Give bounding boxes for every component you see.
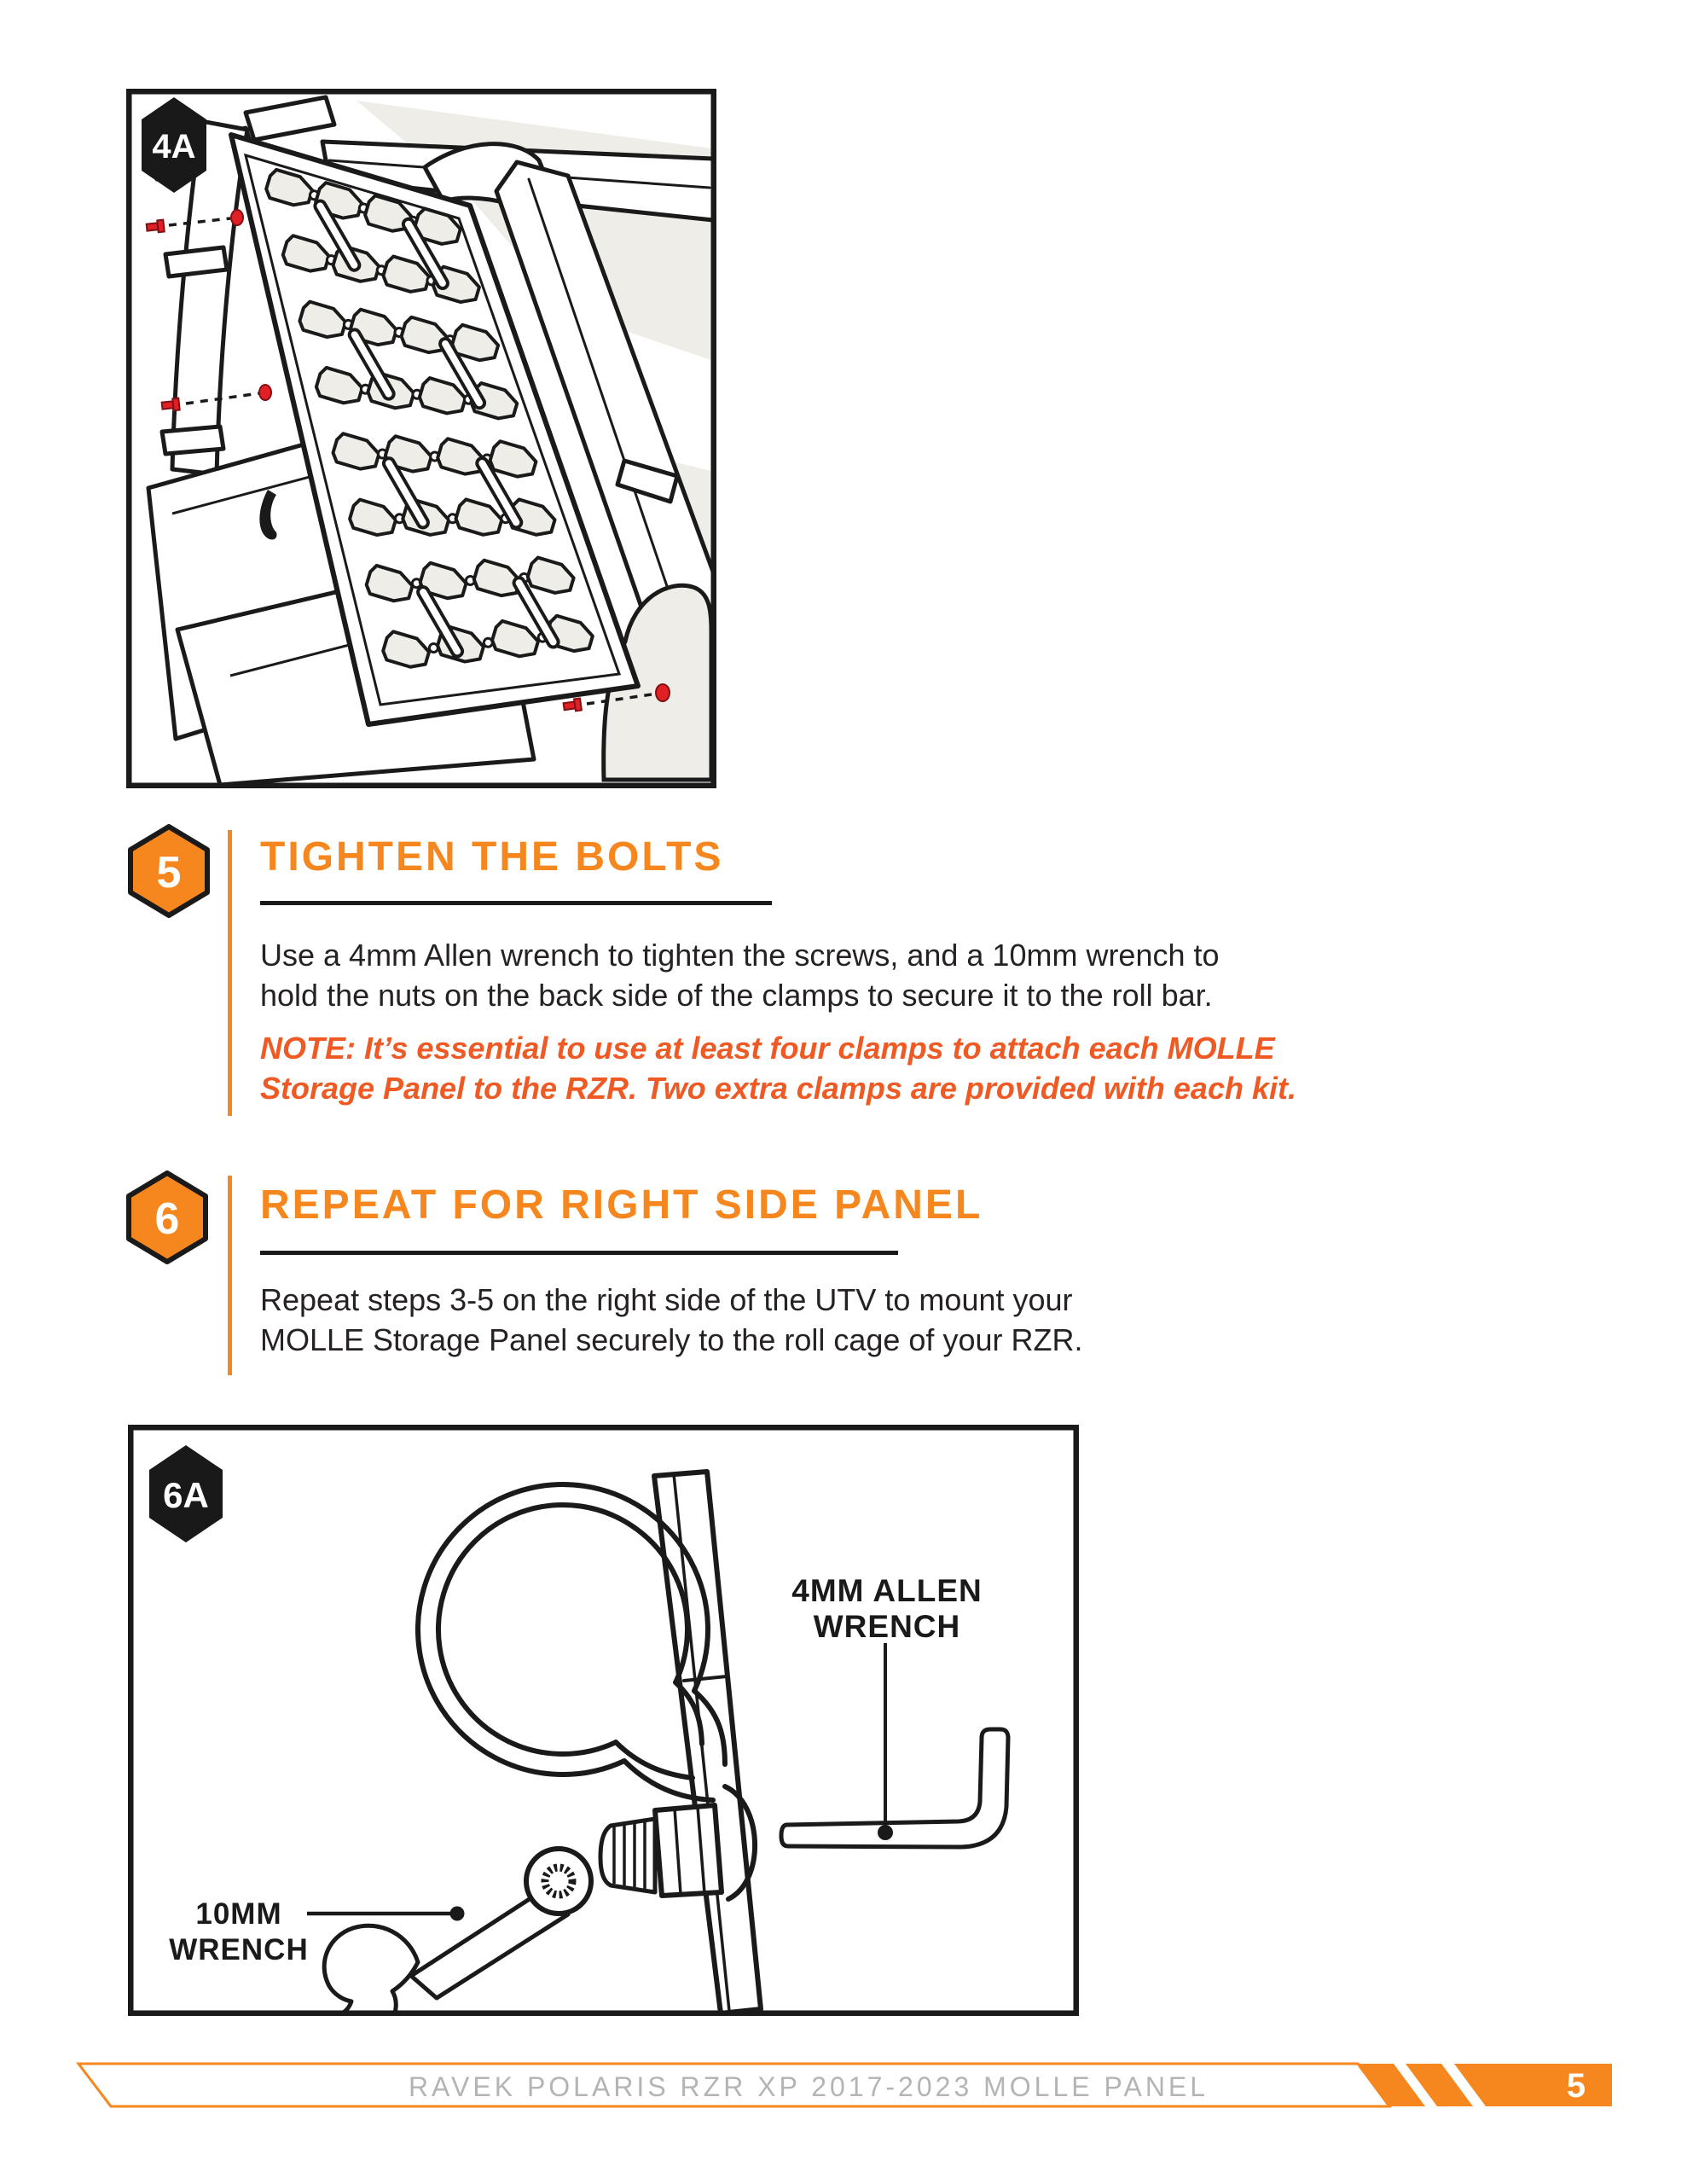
step-5-body-line: Use a 4mm Allen wrench to tighten the screws, and a 10mm wrench to	[260, 938, 1220, 973]
step-5-rule	[228, 830, 232, 1116]
figure-4a-badge-label: 4A	[152, 128, 196, 166]
step-5-body-line: hold the nuts on the back side of the clamps to secure it to the roll bar.	[260, 978, 1213, 1013]
allen-leader-dot	[878, 1825, 893, 1840]
figure-6a-illustration	[128, 1425, 1079, 2016]
step-6-body-line: MOLLE Storage Panel securely to the roll cage of your RZR.	[260, 1322, 1083, 1357]
step-5-title-underline	[260, 901, 772, 905]
allen-wrench-label-line2: WRENCH	[813, 1609, 961, 1644]
step-5-body	[260, 935, 1220, 1015]
hex-nut	[655, 1805, 722, 1896]
step-6-rule	[228, 1176, 232, 1375]
figure-4a	[126, 89, 716, 788]
step-5-note-line: NOTE: It’s essential to use at least four clamps to attach each MOLLE	[260, 1031, 1275, 1066]
wrench-leader-dot	[450, 1907, 465, 1921]
step-6-title: REPEAT FOR RIGHT SIDE PANEL	[260, 1182, 983, 1228]
step-5-note	[260, 1028, 1296, 1108]
screw-hole-marker	[231, 210, 243, 225]
clamp-band-upper	[165, 247, 227, 276]
step-5-number: 5	[156, 848, 182, 897]
step-5-badge	[126, 824, 212, 922]
step-6-badge	[125, 1170, 210, 1269]
screw-hole-marker	[656, 684, 670, 701]
step-6-title-underline	[260, 1251, 898, 1255]
allen-wrench-label-line1: 4MM ALLEN	[791, 1573, 983, 1608]
footer-title: RAVEK POLARIS RZR XP 2017-2023 MOLLE PANEL	[408, 2071, 1209, 2102]
figure-6a	[128, 1425, 1079, 2016]
page-footer	[0, 2061, 1687, 2113]
page-number-block	[1454, 2064, 1612, 2106]
step-5-title: TIGHTEN THE BOLTS	[260, 834, 724, 880]
step-5-note-line: Storage Panel to the RZR. Two extra clamps are provided with each kit.	[260, 1071, 1296, 1106]
step-6-number: 6	[154, 1194, 180, 1244]
screw-hole-marker	[259, 385, 271, 400]
figure-4a-illustration	[126, 89, 716, 788]
wrench-label-line2: WRENCH	[169, 1933, 309, 1966]
step-6-body	[260, 1280, 1082, 1360]
wrench-socket-knurl	[545, 1867, 572, 1895]
footer-bar	[0, 2061, 1687, 2109]
figure-6a-badge-label: 6A	[163, 1475, 209, 1515]
clamp-band-lower	[162, 427, 223, 454]
wrench-label-line1: 10MM	[195, 1897, 282, 1931]
page-number: 5	[1566, 2067, 1586, 2105]
step-6-body-line: Repeat steps 3-5 on the right side of the UTV to mount your	[260, 1282, 1073, 1317]
